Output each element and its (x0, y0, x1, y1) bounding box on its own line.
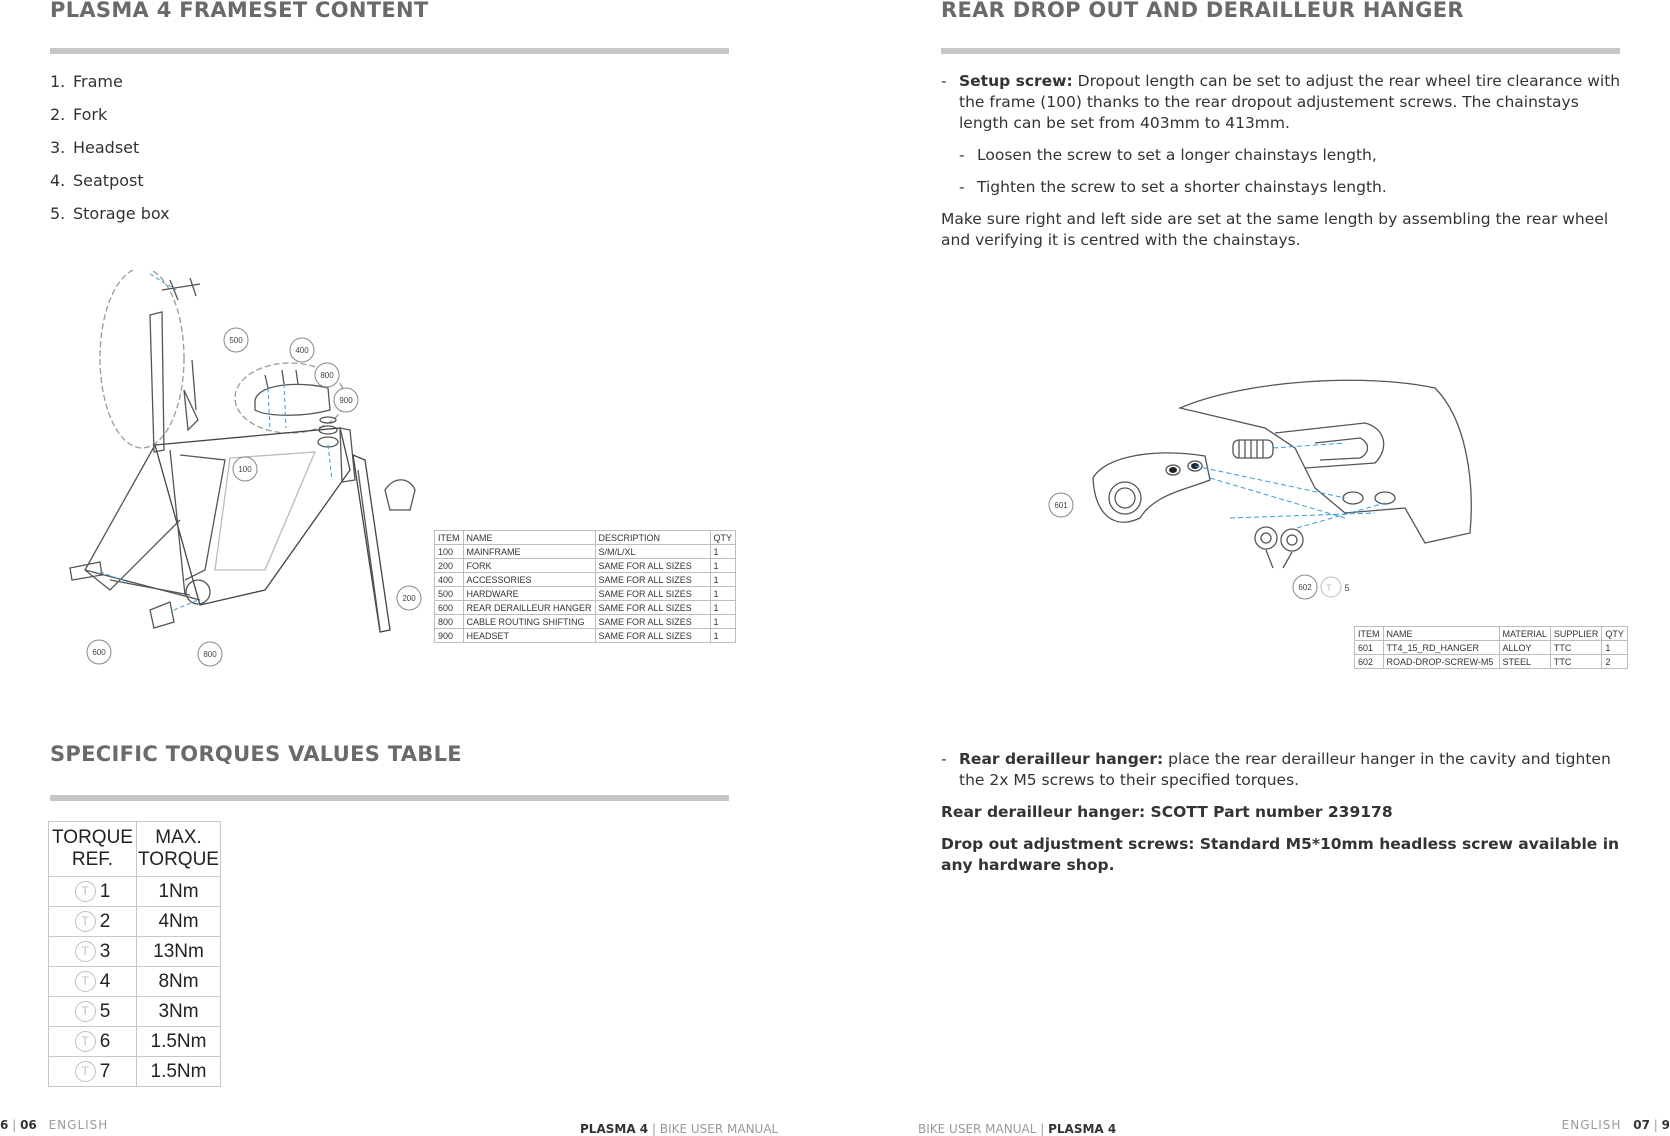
frameset-exploded-diagram (50, 270, 470, 680)
callout-label: 500 (229, 336, 243, 345)
section-divider (941, 48, 1620, 54)
setup-screw-section (941, 71, 1621, 251)
footer-right-page-number: ENGLISH 07 | 9 (1561, 1118, 1670, 1132)
callout-label: 900 (339, 396, 353, 405)
hanger-paragraph: - Rear derailleur hanger: place the rear derailleur hanger in the cavity and tighten the 2x M5 screws to their specified torques. (941, 749, 1621, 791)
callout-label: 400 (295, 346, 309, 355)
rear-dropout-heading: REAR DROP OUT AND DERAILLEUR HANGER (941, 0, 1464, 22)
table-row: 900 HEADSET SAME FOR ALL SIZES 1 (435, 629, 736, 643)
section-divider (50, 795, 729, 801)
table-row: T 4 8Nm (49, 967, 221, 997)
footer-left-page-number: 6 | 06 ENGLISH (0, 1118, 109, 1132)
list-item: 1. Frame (50, 72, 123, 91)
torque-ref-icon: T (75, 941, 96, 962)
setup-sub-item: - Loosen the screw to set a longer chainstays length, (959, 145, 1621, 166)
make-sure-paragraph: Make sure right and left side are set at the same length by assembling the rear wheel and verifying it is centred with the chainstays. (941, 210, 1609, 249)
table-row: 800 CABLE ROUTING SHIFTING SAME FOR ALL SIZES 1 (435, 615, 736, 629)
table-row: 100 MAINFRAME S/M/L/XL 1 (435, 545, 736, 559)
torque-values-table (48, 821, 221, 1087)
table-row: 600 REAR DERAILLEUR HANGER SAME FOR ALL SIZES 1 (435, 601, 736, 615)
table-row: T 1 1Nm (49, 877, 221, 907)
torque-table-heading: SPECIFIC TORQUES VALUES TABLE (50, 742, 462, 766)
torque-ref-icon: T (1326, 583, 1332, 593)
callout-label: 600 (92, 648, 106, 657)
table-row: T 3 13Nm (49, 937, 221, 967)
list-item: 2. Fork (50, 105, 108, 124)
callout-label: 601 (1054, 501, 1068, 510)
footer-left-title: PLASMA 4 | BIKE USER MANUAL (580, 1122, 779, 1136)
torque-ref-label: 5 (1344, 583, 1350, 593)
callout-label: 602 (1298, 583, 1312, 592)
screws-note: Drop out adjustment screws: Standard M5*10mm headless screw available in any hardware shop. (941, 835, 1620, 874)
setup-screw-paragraph: - Setup screw: Dropout length can be set to adjust the rear wheel tire clearance with the frame (100) thanks to the rear dropout adjustement screws. The chainstays length can be set from 403mm to 413mm. (941, 71, 1621, 134)
hanger-section (941, 749, 1621, 876)
torque-ref-icon: T (75, 881, 96, 902)
torque-ref-icon: T (75, 1061, 96, 1082)
frameset-content-list (50, 65, 170, 230)
dropout-parts-table (1354, 626, 1628, 669)
frameset-parts-table (434, 530, 736, 643)
table-header-row: ITEM NAME DESCRIPTION QTY (435, 531, 736, 545)
table-row: 500 HARDWARE SAME FOR ALL SIZES 1 (435, 587, 736, 601)
section-divider (50, 48, 729, 54)
table-row: 200 FORK SAME FOR ALL SIZES 1 (435, 559, 736, 573)
callout-label: 800 (203, 650, 217, 659)
callout-label: 100 (238, 465, 252, 474)
table-row: 400 ACCESSORIES SAME FOR ALL SIZES 1 (435, 573, 736, 587)
list-item: 5. Storage box (50, 204, 170, 223)
callout-label: 800 (320, 371, 334, 380)
frameset-content-heading: PLASMA 4 FRAMESET CONTENT (50, 0, 429, 22)
torque-ref-icon: T (75, 911, 96, 932)
rear-dropout-diagram (1045, 368, 1485, 608)
footer-right-title: BIKE USER MANUAL | PLASMA 4 (918, 1122, 1117, 1136)
torque-ref-icon: T (75, 1001, 96, 1022)
callout-label: 200 (402, 594, 416, 603)
table-row: 602 ROAD-DROP-SCREW-M5 STEEL TTC 2 (1355, 655, 1628, 669)
part-number-note: Rear derailleur hanger: SCOTT Part number 239178 (941, 803, 1393, 821)
setup-sub-item: - Tighten the screw to set a shorter chainstays length. (959, 177, 1621, 198)
table-row: T 6 1.5Nm (49, 1027, 221, 1057)
table-row: T 5 3Nm (49, 997, 221, 1027)
list-item: 4. Seatpost (50, 171, 144, 190)
torque-ref-icon: T (75, 971, 96, 992)
list-item: 3. Headset (50, 138, 140, 157)
torque-ref-icon: T (75, 1031, 96, 1052)
table-row: T 2 4Nm (49, 907, 221, 937)
table-header-row: TORQUE REF. MAX. TORQUE (49, 822, 221, 877)
table-row: T 7 1.5Nm (49, 1057, 221, 1087)
table-header-row: ITEM NAME MATERIAL SUPPLIER QTY (1355, 627, 1628, 641)
table-row: 601 TT4_15_RD_HANGER ALLOY TTC 1 (1355, 641, 1628, 655)
